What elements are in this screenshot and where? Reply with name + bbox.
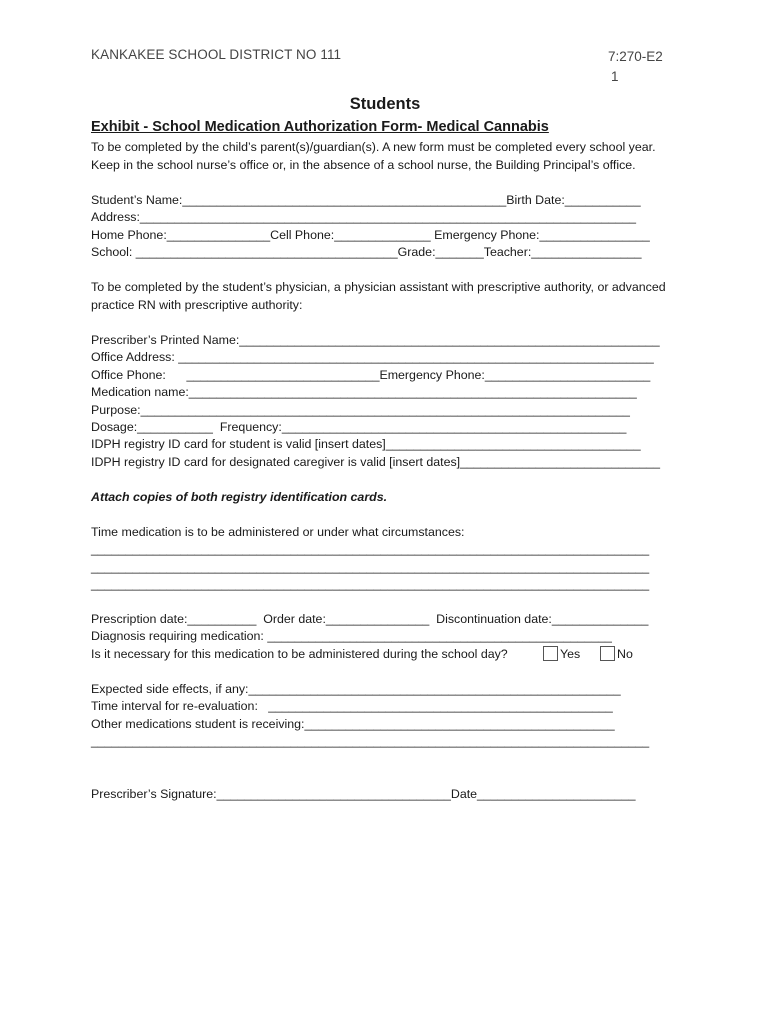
no-checkbox[interactable] — [600, 646, 615, 661]
time-medication-blank-3[interactable]: _________________________________________________________________________________ — [91, 577, 650, 591]
intro-text — [91, 139, 691, 174]
time-medication-label: Time medication is to be administered or under what circumstances: — [91, 525, 465, 539]
school-fields[interactable]: School: ______________________________________Grade:_______Teacher:________________ — [91, 245, 642, 259]
phone-fields[interactable]: Home Phone:_______________Cell Phone:______________ Emergency Phone:________________ — [91, 228, 650, 242]
other-medications-field[interactable]: Other medications student is receiving:_____________________________________________ — [91, 717, 615, 731]
purpose-field[interactable]: Purpose:_______________________________________________________________________ — [91, 403, 630, 417]
district-header: KANKAKEE SCHOOL DISTRICT NO 111 — [91, 47, 342, 62]
physician-intro — [91, 279, 691, 314]
page-number: 1 — [611, 69, 619, 84]
idph-student-field[interactable]: IDPH registry ID card for student is valid [insert dates]_____________________________________ — [91, 437, 641, 451]
idph-caregiver-field[interactable]: IDPH registry ID card for designated caregiver is valid [insert dates]_____________________________ — [91, 455, 660, 469]
yes-checkbox[interactable] — [543, 646, 558, 661]
diagnosis-field[interactable]: Diagnosis requiring medication: __________________________________________________ — [91, 629, 612, 643]
time-medication-blank-2[interactable]: _________________________________________________________________________________ — [91, 560, 650, 574]
student-name-field[interactable]: Student’s Name:_______________________________________________Birth Date:___________ — [91, 193, 641, 207]
prescriber-name-field[interactable]: Prescriber’s Printed Name:_____________________________________________________________ — [91, 333, 660, 347]
medication-name-field[interactable]: Medication name:_________________________________________________________________ — [91, 385, 637, 399]
physician-intro-line-1: To be completed by the student’s physician, a physician assistant with prescriptive authority, or advanced — [91, 280, 666, 294]
address-field[interactable]: Address:________________________________________________________________________ — [91, 210, 637, 224]
office-phone-field[interactable]: Office Phone: ____________________________Emergency Phone:________________________ — [91, 368, 651, 382]
school-day-question: Is it necessary for this medication to be administered during the school day? — [91, 647, 508, 661]
intro-line-1: To be completed by the child’s parent(s)/guardian(s). A new form must be completed every school year. — [91, 140, 656, 154]
no-label: No — [617, 647, 633, 661]
page-title: Students — [349, 95, 421, 113]
dosage-frequency-field[interactable]: Dosage:___________ Frequency:__________________________________________________ — [91, 420, 627, 434]
attach-note: Attach copies of both registry identification cards. — [91, 490, 388, 504]
policy-code-header — [608, 47, 663, 87]
other-medications-blank[interactable]: _________________________________________________________________________________ — [91, 734, 650, 748]
signature-field[interactable]: Prescriber’s Signature:__________________________________Date_______________________ — [91, 787, 636, 801]
reevaluation-field[interactable]: Time interval for re-evaluation: __________________________________________________ — [91, 699, 613, 713]
office-address-field[interactable]: Office Address: _____________________________________________________________________ — [91, 350, 654, 364]
date-fields[interactable]: Prescription date:__________ Order date:_______________ Discontinuation date:______________ — [91, 612, 649, 626]
side-effects-field[interactable]: Expected side effects, if any:______________________________________________________ — [91, 682, 621, 696]
yes-option[interactable] — [543, 646, 580, 664]
no-option[interactable] — [600, 646, 633, 664]
form-subtitle: Exhibit - School Medication Authorization Form- Medical Cannabis — [91, 119, 549, 135]
yes-label: Yes — [560, 647, 581, 661]
physician-intro-line-2: practice RN with prescriptive authority: — [91, 297, 303, 312]
policy-code: 7:270-E2 — [608, 49, 663, 64]
intro-line-2: Keep in the school nurse’s office or, in the absence of a school nurse, the Building Principal’s office. — [91, 157, 636, 172]
time-medication-blank-1[interactable]: _________________________________________________________________________________ — [91, 542, 650, 556]
